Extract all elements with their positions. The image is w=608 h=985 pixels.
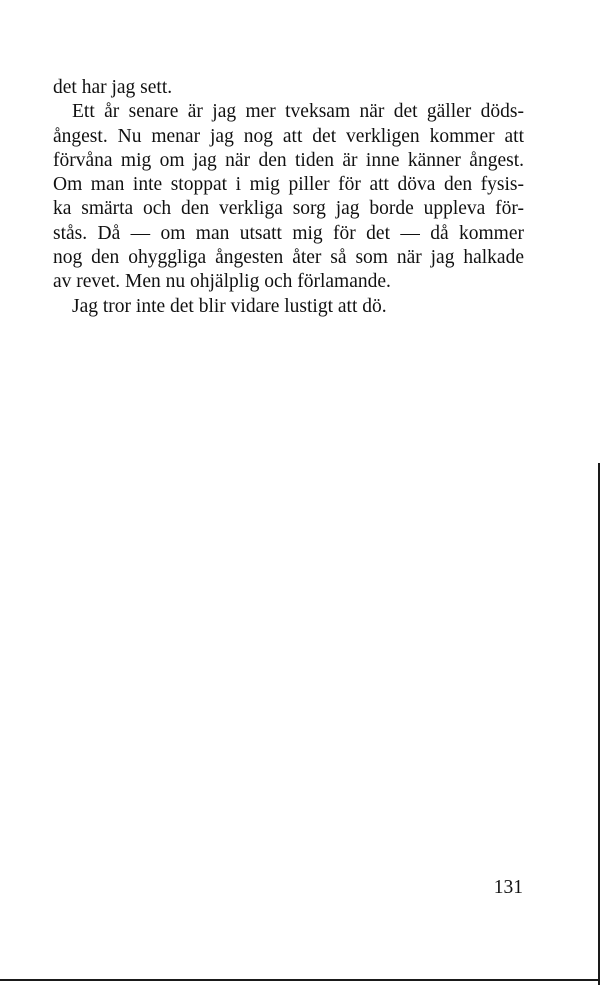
page-number: 131 — [493, 877, 523, 898]
text-line: ka smärta och den verkliga sorg jag borde uppleva för- — [53, 198, 524, 220]
text-line: det har jag sett. — [53, 77, 173, 98]
text-line: av revet. Men nu ohjälplig och förlamande. — [53, 271, 391, 293]
body-text — [53, 76, 524, 319]
text-line: nog den ohyggliga ångesten åter så som när jag halkade — [53, 247, 524, 269]
text-line: stås. Då — om man utsatt mig för det — då kommer — [53, 222, 524, 244]
text-line: Ett år senare är jag mer tveksam när det gäller döds- — [72, 101, 524, 123]
text-line: ångest. Nu menar jag nog att det verkligen kommer att — [53, 125, 524, 147]
text-line: förvåna mig om jag när den tiden är inne känner ångest. — [53, 149, 524, 171]
page-edge-right — [598, 463, 600, 985]
text-line: Om man inte stoppat i mig piller för att döva den fysis- — [53, 174, 524, 196]
page-edge-bottom — [0, 979, 600, 981]
text-line: Jag tror inte det blir vidare lustigt att dö. — [72, 295, 387, 317]
